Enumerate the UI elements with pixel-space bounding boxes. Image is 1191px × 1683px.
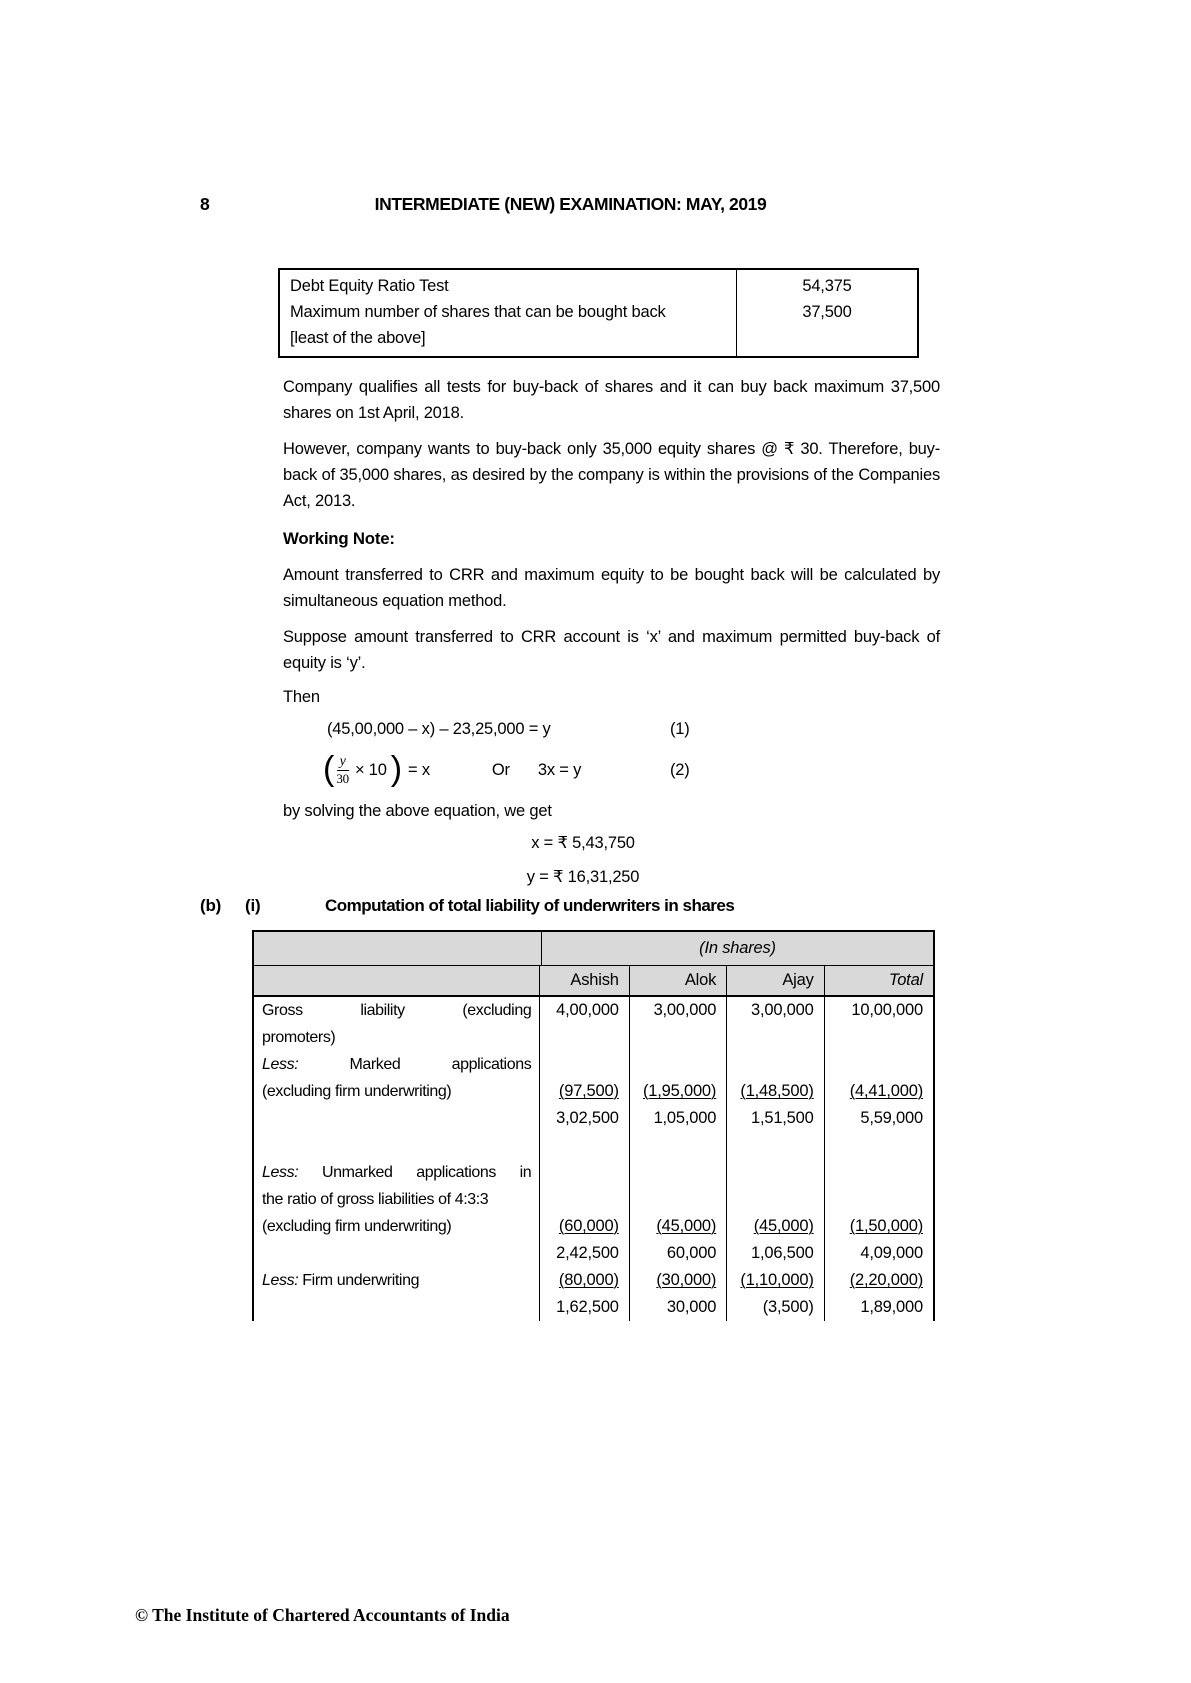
table-value-cell: 1,62,500 (556, 1298, 619, 1316)
table-value-cell (630, 1132, 726, 1159)
working-note-heading: Working Note: (283, 529, 395, 548)
ajay-column (727, 997, 824, 1321)
solve-intro: by solving the above equation, we get (283, 802, 552, 820)
underlined-value: (1,48,500) (740, 1082, 814, 1100)
underlined-value: (30,000) (656, 1271, 717, 1289)
table-value-cell (825, 1159, 933, 1186)
part-b-sub-label: (i) (245, 896, 261, 915)
underlined-value: (45,000) (753, 1217, 814, 1235)
table-value-cell: 3,00,000 (750, 1001, 814, 1019)
in-shares-header: (In shares) (699, 939, 776, 957)
footer-copyright: © The Institute of Chartered Accountants of India (135, 1605, 510, 1625)
table-value-cell (727, 1078, 823, 1105)
table-value-cell (825, 1078, 933, 1105)
table-value-cell (540, 1267, 628, 1294)
table-value-cell (727, 1132, 823, 1159)
table-value-cell: 3,02,500 (556, 1109, 619, 1127)
table-value-cell (825, 1024, 933, 1051)
summary-label-line: Debt Equity Ratio Test (290, 277, 449, 295)
table-header-empty-cell (254, 932, 542, 965)
table-value-cell (727, 1186, 823, 1213)
table-value-cell (825, 1267, 933, 1294)
equation-1-number: (1) (670, 720, 690, 738)
table-label-line: Gross liability (excluding (262, 1002, 532, 1019)
underlined-value: (1,50,000) (849, 1217, 923, 1235)
ashish-column (540, 997, 629, 1321)
table-label-line (254, 1240, 539, 1267)
table-value-cell: 1,06,500 (750, 1244, 814, 1262)
table-label-line (254, 1294, 539, 1321)
alok-column (630, 997, 727, 1321)
less-prefix: Less: (262, 1056, 299, 1073)
main-content (278, 268, 940, 890)
table-value-cell (540, 1186, 628, 1213)
less-prefix: Less: (262, 1272, 299, 1289)
column-header-ashish: Ashish (540, 966, 630, 995)
table-label-line: Less: Firm underwriting (262, 1272, 420, 1289)
table-value-cell: 30,000 (666, 1298, 717, 1316)
table-value-cell (825, 1051, 933, 1078)
paragraph-however: However, company wants to buy-back only 35,000 equity shares @ ₹ 30. Therefore, buy-back of 35,000 shares, as desired by the company is within the provisions of the Companies Act, 2013. (283, 440, 940, 510)
table-label-line: Less: Marked applications (262, 1056, 532, 1073)
table-label-line (254, 1132, 539, 1159)
underwriters-liability-table (252, 930, 935, 1321)
paragraph-qualifies: Company qualifies all tests for buy-back of shares and it can buy back maximum 37,500 shares on 1st April, 2018. (283, 378, 940, 422)
underlined-value: (1,95,000) (642, 1082, 717, 1100)
table-value-cell (727, 1159, 823, 1186)
table-value-cell (825, 1213, 933, 1240)
table-value-cell (540, 1132, 628, 1159)
equation-2 (283, 748, 940, 792)
page-number: 8 (200, 194, 210, 214)
column-header-alok: Alok (630, 966, 727, 995)
table-value-cell: 4,00,000 (556, 1001, 619, 1019)
label-column (254, 997, 540, 1321)
table-value-cell: 1,89,000 (860, 1298, 923, 1316)
table-value-cell (630, 1186, 726, 1213)
underlined-value: (4,41,000) (849, 1082, 923, 1100)
close-paren: ) (390, 750, 403, 788)
table-label-line: promoters) (262, 1029, 336, 1046)
table-value-cell (727, 1213, 823, 1240)
summary-value-line: 54,375 (802, 277, 852, 295)
table-value-cell (540, 1078, 628, 1105)
table-value-cell (540, 1159, 628, 1186)
then-label: Then (283, 688, 320, 706)
table-value-cell (630, 1213, 726, 1240)
table-value-cell (727, 1267, 823, 1294)
underlined-value: (80,000) (558, 1271, 619, 1289)
equation-2-number: (2) (670, 760, 690, 779)
table-value-cell (825, 1132, 933, 1159)
underlined-value: (1,10,000) (740, 1271, 814, 1289)
summary-label-line: [least of the above] (290, 329, 426, 347)
table-value-cell (540, 1024, 628, 1051)
table-value-cell (630, 1051, 726, 1078)
equals-x: = x (408, 760, 430, 779)
equation-1-expression: (45,00,000 – x) – 23,25,000 = y (327, 720, 551, 738)
table-value-cell (630, 1267, 726, 1294)
summary-label-line: Maximum number of shares that can be bought back (290, 303, 666, 321)
table-header-empty-cell (254, 966, 540, 995)
open-paren: ( (323, 750, 335, 788)
summary-value-cell (737, 270, 917, 356)
table-value-cell: 60,000 (666, 1244, 717, 1262)
paragraph-amount-transferred: Amount transferred to CRR and maximum equity to be bought back will be calculated by simultaneous equation method. (283, 566, 940, 610)
underlined-value: (45,000) (656, 1217, 717, 1235)
part-b-title: Computation of total liability of underwriters in shares (325, 896, 735, 915)
table-value-cell: 2,42,500 (556, 1244, 619, 1262)
table-value-cell (540, 1051, 628, 1078)
summary-label-cell (280, 270, 737, 356)
equation-1 (283, 716, 940, 742)
fraction-y-over-30 (336, 754, 349, 786)
table-value-cell (630, 1078, 726, 1105)
column-header-total: Total (888, 971, 924, 989)
buyback-summary-table (278, 268, 919, 358)
table-value-cell: (3,500) (762, 1298, 814, 1316)
table-value-cell (727, 1051, 823, 1078)
page-header-title: INTERMEDIATE (NEW) EXAMINATION: MAY, 2019 (374, 194, 767, 214)
y-result: y = ₹ 16,31,250 (526, 868, 640, 886)
alt-expression: 3x = y (537, 760, 582, 779)
table-value-cell: 4,09,000 (860, 1244, 923, 1262)
table-value-cell (540, 1213, 628, 1240)
underlined-value: (2,20,000) (849, 1271, 923, 1289)
table-value-cell: 1,05,000 (653, 1109, 717, 1127)
fraction-denominator: 30 (336, 771, 349, 786)
table-label-line: the ratio of gross liabilities of 4:3:3 (262, 1191, 489, 1208)
summary-value-line: 37,500 (802, 303, 852, 321)
table-value-cell (630, 1024, 726, 1051)
column-header-ajay: Ajay (727, 966, 824, 995)
x-result: x = ₹ 5,43,750 (531, 834, 635, 852)
part-b-label: (b) (200, 896, 222, 915)
less-prefix: Less: (262, 1164, 299, 1181)
or-label: Or (491, 760, 510, 779)
paragraph-suppose: Suppose amount transferred to CRR account is ‘x’ and maximum permitted buy-back of equity is ‘y’. (283, 628, 940, 672)
part-b-heading (200, 896, 734, 916)
table-value-cell: 1,51,500 (750, 1109, 814, 1127)
table-value-cell (727, 1024, 823, 1051)
underlined-value: (60,000) (558, 1217, 619, 1235)
table-value-cell (630, 1159, 726, 1186)
table-group-header-row (254, 932, 933, 966)
fraction-numerator: y (337, 754, 349, 771)
table-column-header-row (254, 966, 933, 997)
table-value-cell: 10,00,000 (851, 1001, 923, 1019)
underlined-value: (97,500) (558, 1082, 619, 1100)
table-label-line: (excluding firm underwriting) (262, 1083, 452, 1100)
table-label-line (254, 1105, 539, 1132)
table-value-cell (825, 1186, 933, 1213)
table-value-cell: 5,59,000 (860, 1109, 923, 1127)
table-label-line: Less: Unmarked applications in (262, 1164, 532, 1181)
total-column (825, 997, 933, 1321)
table-body (254, 997, 933, 1321)
table-label-line: (excluding firm underwriting) (262, 1218, 452, 1235)
table-value-cell: 3,00,000 (653, 1001, 717, 1019)
times-ten: × 10 (354, 760, 387, 779)
